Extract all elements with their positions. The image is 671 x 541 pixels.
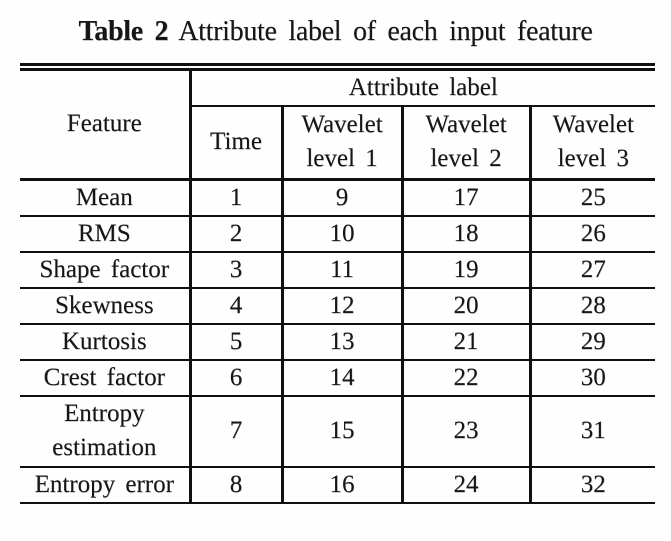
table-row xyxy=(20,179,655,216)
table-row xyxy=(20,467,655,503)
value-cell: 30 xyxy=(530,360,655,396)
value-cell: 19 xyxy=(402,252,530,288)
attribute-label-table xyxy=(20,63,655,504)
group-header-cell: Attribute label xyxy=(190,67,655,106)
table-row xyxy=(20,324,655,360)
column-header-wavelet3: Wavelet level 3 xyxy=(530,106,655,179)
value-cell: 31 xyxy=(530,396,655,467)
value-cell: 25 xyxy=(530,179,655,216)
feature-cell: RMS xyxy=(20,216,190,252)
value-cell: 17 xyxy=(402,179,530,216)
value-cell: 15 xyxy=(282,396,402,467)
value-cell: 14 xyxy=(282,360,402,396)
feature-cell: Skewness xyxy=(20,288,190,324)
value-cell: 32 xyxy=(530,467,655,503)
value-cell: 23 xyxy=(402,396,530,467)
value-cell: 18 xyxy=(402,216,530,252)
value-cell: 13 xyxy=(282,324,402,360)
column-header-wavelet1: Wavelet level 1 xyxy=(282,106,402,179)
caption-text: Attribute label of each input feature xyxy=(178,16,593,47)
table-caption xyxy=(4,14,667,50)
feature-cell: Crest factor xyxy=(20,360,190,396)
table-row xyxy=(20,360,655,396)
feature-cell: Entropy error xyxy=(20,467,190,503)
value-cell: 10 xyxy=(282,216,402,252)
caption-label: Table 2 xyxy=(78,16,169,47)
feature-cell: Kurtosis xyxy=(20,324,190,360)
value-cell: 3 xyxy=(190,252,282,288)
value-cell: 29 xyxy=(530,324,655,360)
value-cell: 4 xyxy=(190,288,282,324)
value-cell: 21 xyxy=(402,324,530,360)
feature-column-header: Feature xyxy=(20,67,190,179)
table-row xyxy=(20,216,655,252)
value-cell: 11 xyxy=(282,252,402,288)
value-cell: 27 xyxy=(530,252,655,288)
value-cell: 7 xyxy=(190,396,282,467)
table-row xyxy=(20,396,655,467)
value-cell: 28 xyxy=(530,288,655,324)
feature-cell: Mean xyxy=(20,179,190,216)
value-cell: 9 xyxy=(282,179,402,216)
value-cell: 2 xyxy=(190,216,282,252)
value-cell: 16 xyxy=(282,467,402,503)
feature-cell: Entropy estimation xyxy=(20,396,190,467)
value-cell: 6 xyxy=(190,360,282,396)
value-cell: 24 xyxy=(402,467,530,503)
table-row xyxy=(20,252,655,288)
column-header-wavelet2: Wavelet level 2 xyxy=(402,106,530,179)
value-cell: 8 xyxy=(190,467,282,503)
value-cell: 1 xyxy=(190,179,282,216)
column-header-time: Time xyxy=(190,106,282,179)
value-cell: 22 xyxy=(402,360,530,396)
feature-cell: Shape factor xyxy=(20,252,190,288)
value-cell: 5 xyxy=(190,324,282,360)
table-row xyxy=(20,288,655,324)
value-cell: 20 xyxy=(402,288,530,324)
group-header-row xyxy=(20,67,655,106)
value-cell: 26 xyxy=(530,216,655,252)
value-cell: 12 xyxy=(282,288,402,324)
